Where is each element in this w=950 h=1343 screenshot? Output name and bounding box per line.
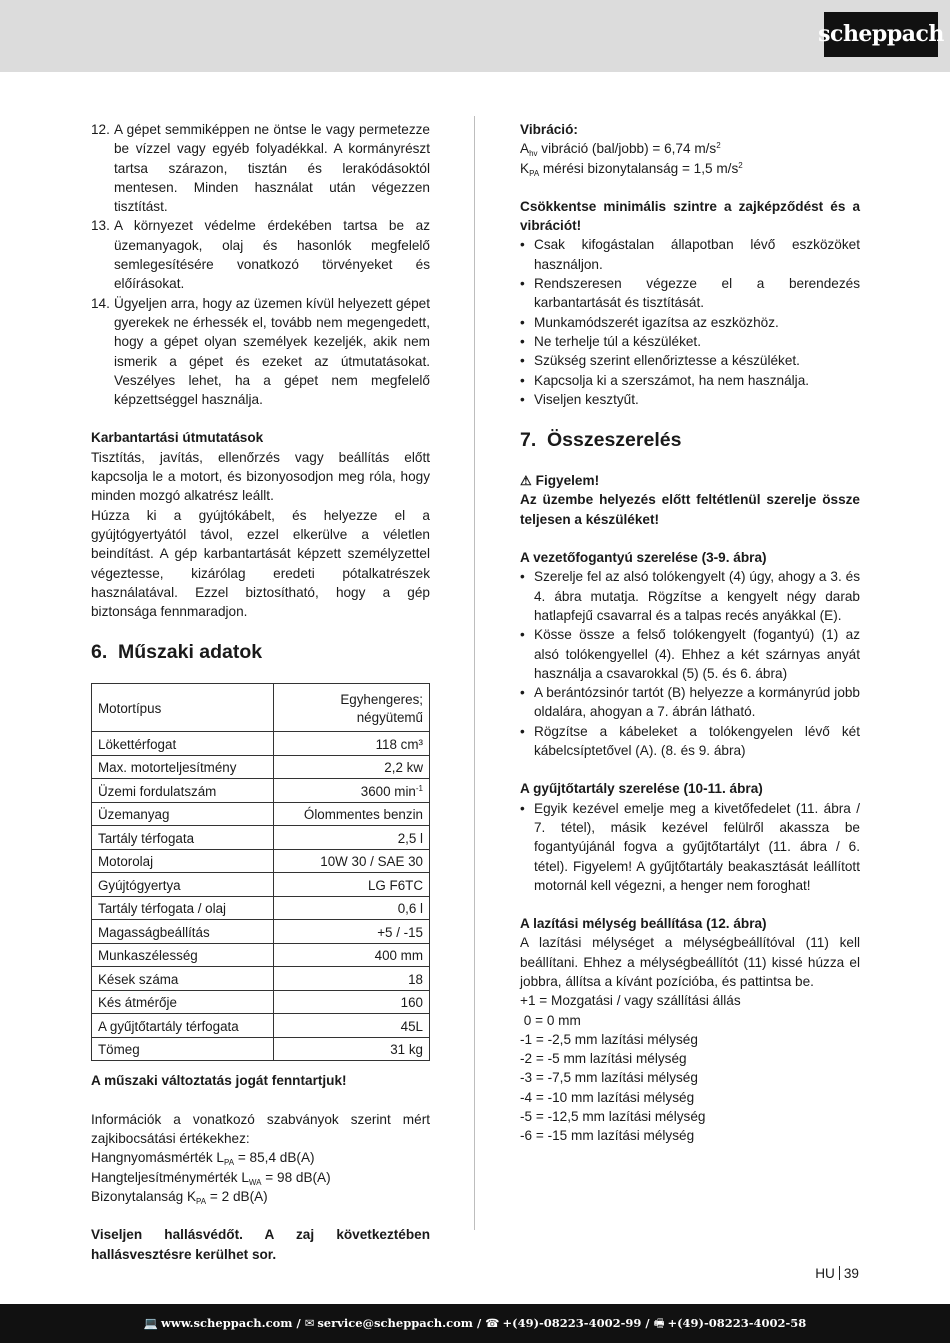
section-title: Összeszerelés	[547, 429, 682, 452]
vibration-line: $K_{PA}$ mérési bizonytalanság = 1,5 $m/s^2$	[520, 160, 743, 178]
spec-value: 3600 $\min^{-1}$	[273, 779, 429, 803]
list-item	[91, 120, 430, 216]
mail-icon: ✉	[304, 1315, 315, 1330]
warning-icon: ⚠	[520, 473, 532, 489]
computer-icon: 💻	[143, 1315, 159, 1330]
list-item: • Ne terhelje túl a készüléket.	[520, 332, 860, 351]
spec-label: Tartály térfogata	[92, 826, 274, 850]
footer-bar: 💻 www.scheppach.com / ✉ service@scheppach.com / ☎ +(49)-08223-4002-99 / 🖷 +(49)-08223-4002-58	[0, 1304, 950, 1343]
noise-line: Hangteljesítménymérték $L_{WA} = 98$ dB(A)	[91, 1169, 331, 1187]
footer-phone: +(49)-08223-4002-99	[502, 1315, 642, 1330]
left-column	[91, 120, 430, 1264]
phone-icon: ☎	[485, 1315, 500, 1330]
maintenance-paragraph: Tisztítás, javítás, ellenőrzés vagy beállítás előtt kapcsolja le a motort, és bizonyosodjon meg róla, hogy minden mozgó alkatrész leállt.	[91, 449, 430, 504]
table-row	[92, 755, 430, 779]
spec-label: Kések száma	[92, 967, 274, 991]
section-heading	[91, 640, 430, 664]
spec-value: 118 cm³	[273, 732, 429, 756]
spec-label: Motorolaj	[92, 849, 274, 873]
rights-notice: A műszaki változtatás jogát fenntartjuk!	[91, 1073, 347, 1089]
list-item: • Kapcsolja ki a szerszámot, ha nem használja.	[520, 371, 860, 390]
table-row	[92, 943, 430, 967]
section-heading	[520, 428, 860, 452]
depth-text: A lazítási mélységet a mélységbeállítóval (11) kell beállítani. Ehhez a mélységbeállítót (11) kissé húzza el jobbra, állítsa a kívánt pozícióba, és pattintsa be.	[520, 935, 860, 989]
spec-value: LG F6TC	[273, 873, 429, 897]
right-column	[520, 120, 860, 1146]
list-item: • Munkamódszerét igazítsa az eszközhöz.	[520, 313, 860, 332]
item-text: Ügyeljen arra, hogy az üzemen kívül helyezett gépet gyerekek ne érhessék el, tovább nem megengedett, hogy a gépet olyan személyek kezeljék, akik nem ismerik a gépet és ezeket az útmutatásokat. Veszélyes lehet, ha a gépet nem megfelelő képzettséggel használja.	[114, 295, 430, 408]
table-row	[92, 873, 430, 897]
table-row	[92, 1014, 430, 1038]
spec-value: +5 / -15	[273, 920, 429, 944]
table-row	[92, 849, 430, 873]
spec-value: 0,6 l	[273, 896, 429, 920]
vibration-heading: Vibráció:	[520, 122, 578, 137]
spec-label: Munkaszélesség	[92, 943, 274, 967]
item-number: 13.	[91, 218, 110, 234]
noise-line: Bizonytalanság $K_{PA} = 2$ dB(A)	[91, 1188, 268, 1206]
spec-value: 31 kg	[273, 1037, 429, 1061]
item-number: 14.	[91, 295, 110, 311]
item-number: 12.	[91, 122, 110, 137]
spec-value: 10W 30 / SAE 30	[273, 849, 429, 873]
spec-value: 45L	[273, 1014, 429, 1038]
footer-web-link[interactable]: www.scheppach.com	[161, 1315, 293, 1330]
footer-fax: +(49)-08223-4002-58	[667, 1315, 807, 1330]
column-divider	[474, 116, 475, 1230]
depth-line: -3 = -7,5 mm lazítási mélység	[520, 1070, 698, 1086]
section-number: 7.	[520, 429, 537, 452]
spec-label: Magasságbeállítás	[92, 920, 274, 944]
page-number	[815, 1264, 859, 1283]
item-text: A gépet semmiképpen ne öntse le vagy permetezze be vízzel vagy egyéb folyadékkal. A kormányrészt tartsa szárazon, tisztán és lerakódásoktól mentesen. Minden használat után végezzen tisztítást.	[114, 122, 430, 215]
section-number: 6.	[91, 641, 108, 664]
spec-value: Ólommentes benzin	[273, 802, 429, 826]
table-row	[92, 802, 430, 826]
spec-table	[91, 683, 430, 1061]
depth-line: -6 = -15 mm lazítási mélység	[520, 1128, 695, 1144]
spec-value: 18	[273, 967, 429, 991]
table-row	[92, 826, 430, 850]
noise-line: Hangnyomásmérték $L_{PA} = 85,4$ dB(A)	[91, 1150, 315, 1168]
spec-label: Motortípus	[92, 684, 274, 732]
noise-intro: Információk a vonatkozó szabványok szerint mért zajkibocsátási értékekhez:	[91, 1111, 430, 1147]
spec-label: Max. motorteljesítmény	[92, 755, 274, 779]
depth-heading: A lazítási mélység beállítása (12. ábra)	[520, 916, 767, 932]
page-number-value: 39	[843, 1266, 859, 1281]
vibration-line: $A_{hv}$ vibráció (bal/jobb) = 6,74 $m/s^2$	[520, 141, 721, 159]
spec-value: 400 mm	[273, 943, 429, 967]
list-item	[91, 294, 430, 410]
safety-list	[91, 120, 430, 409]
spec-label: Tömeg	[92, 1037, 274, 1061]
table-row	[92, 896, 430, 920]
spec-label: Kés átmérője	[92, 990, 274, 1014]
spec-label: Lökettérfogat	[92, 732, 274, 756]
section-title: Műszaki adatok	[118, 641, 263, 664]
table-row	[92, 990, 430, 1014]
spec-value: 2,2 kw	[273, 755, 429, 779]
page-lang: HU	[815, 1266, 835, 1281]
depth-line: -2 = -5 mm lazítási mélység	[520, 1051, 687, 1067]
reduce-heading: Csökkentse minimális szintre a zajképződést és a vibrációt!	[520, 198, 860, 234]
list-item: • Rögzítse a kábeleket a tolókengyelen lévő két kábelcsíptetővel (A). (8. és 9. ábra)	[520, 722, 860, 761]
handle-heading: A vezetőfogantyú szerelése (3-9. ábra)	[520, 550, 767, 566]
maintenance-heading: Karbantartási útmutatások	[91, 430, 264, 446]
list-item: • Csak kifogástalan állapotban lévő eszközöket használjon.	[520, 235, 860, 274]
spec-value: Egyhengeres; négyütemű	[273, 684, 429, 732]
item-text: A környezet védelme érdekében tartsa be az üzemanyagok, olaj és hasonlók megfelelő semlegesítésére vonatkozó törvényeket és előírásokat.	[114, 218, 430, 292]
list-item	[91, 216, 430, 293]
table-row	[92, 732, 430, 756]
warning-text: Az üzembe helyezés előtt feltétlenül szerelje össze teljesen a készüléket!	[520, 492, 860, 527]
list-item: • Szerelje fel az alsó tolókengyelt (4) úgy, ahogy a 3. és 4. ábra mutatja. Rögzítse a kengyelt négy darab hatlapfejű csavarral és a talpas recés anyákkal (E).	[520, 567, 860, 625]
table-row	[92, 684, 430, 732]
depth-line: +1 = Mozgatási / vagy szállítási állás	[520, 993, 741, 1009]
bin-list	[520, 799, 860, 895]
list-item: • Egyik kezével emelje meg a kivetőfedelet (11. ábra / 7. tétel), másik kezével felülről akassza be fogantyújánál fogva a gyűjtőtartályt (11. ábra / 6. tétel). Figyelem! A gyűjtőtartály beakasztását leállított motornál kell végezni, a henger nem foroghat!	[520, 799, 860, 895]
spec-value: 2,5 l	[273, 826, 429, 850]
list-item: • A berántózsinór tartót (B) helyezze a kormányrúd jobb oldalára, ahogyan a 7. ábrán látható.	[520, 683, 860, 722]
spec-label: Üzemi fordulatszám	[92, 779, 274, 803]
maintenance-paragraph: Húzza ki a gyújtókábelt, és helyezze el a gyújtógyertyától távol, ezzel elkerülve a véletlen beindítást. A gép karbantartását képzett személyzettel végeztesse, kizárólag eredeti pótalkatrészek használatával. Ezzel biztosítható, hogy a gép biztonsága fennmaradjon.	[91, 507, 430, 620]
spec-value: 160	[273, 990, 429, 1014]
table-row	[92, 779, 430, 803]
spec-label: Tartály térfogata / olaj	[92, 896, 274, 920]
table-row	[92, 1037, 430, 1061]
list-item: • Kösse össze a felső tolókengyelt (fogantyú) (1) az alsó tolókengyellel (4). Ehhez a két szárnyas anyát használja a csavarokkal (5) (5. és 6. ábra)	[520, 625, 860, 683]
spec-label: Gyújtógyertya	[92, 873, 274, 897]
fax-icon: 🖷	[653, 1315, 665, 1330]
bin-heading: A gyűjtőtartály szerelése (10-11. ábra)	[520, 781, 763, 797]
footer-email-link[interactable]: service@scheppach.com	[317, 1315, 473, 1330]
depth-line: 0 = 0 mm	[520, 1012, 581, 1028]
depth-line: -5 = -12,5 mm lazítási mélység	[520, 1109, 706, 1125]
reduce-list	[520, 235, 860, 409]
scheppach-logo: scheppach	[824, 12, 938, 57]
depth-line: -4 = -10 mm lazítási mélység	[520, 1089, 695, 1105]
list-item: • Szükség szerint ellenőriztesse a készüléket.	[520, 351, 860, 370]
list-item: • Rendszeresen végezze el a berendezés karbantartását és tisztítását.	[520, 274, 860, 313]
warning-title: ⚠ Figyelem!	[520, 471, 860, 490]
hearing-warning: Viseljen hallásvédőt. A zaj következtében hallásvesztésre kerülhet sor.	[91, 1227, 430, 1262]
table-row	[92, 967, 430, 991]
header-bar	[0, 0, 950, 72]
spec-label: Üzemanyag	[92, 802, 274, 826]
handle-list	[520, 567, 860, 760]
table-row	[92, 920, 430, 944]
depth-line: -1 = -2,5 mm lazítási mélység	[520, 1031, 698, 1047]
list-item: • Viseljen kesztyűt.	[520, 390, 860, 409]
spec-label: A gyűjtőtartály térfogata	[92, 1014, 274, 1038]
